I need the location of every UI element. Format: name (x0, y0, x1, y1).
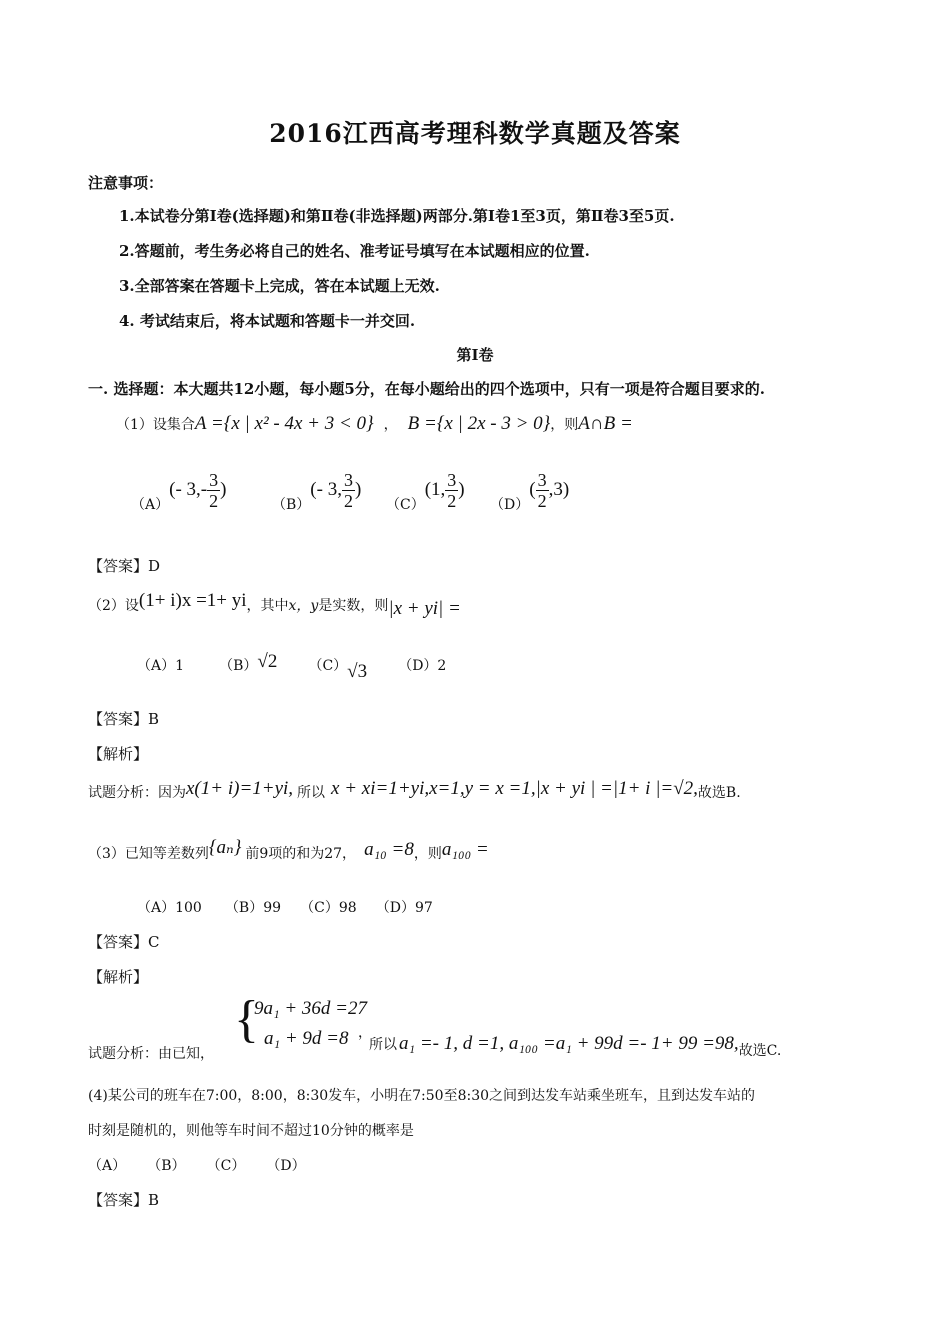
q1-prefix: （1）设集合 (116, 417, 195, 433)
notice-item-4: 4. 考试结束后，将本试题和答题卡一并交回. (119, 312, 416, 330)
section-heading: 一. 选择题：本大题共12小题，每小题5分，在每小题给出的四个选项中，只有一项是符合题目要求的. (88, 380, 765, 398)
notice-item-3: 3.全部答案在答题卡上完成，答在本试题上无效. (119, 277, 440, 295)
q2-options: （A）1 （B）√2 （C）√3 （D）2 (137, 651, 447, 682)
q3-option-b: （B）99 (224, 900, 282, 916)
q3-system-line-1: 9a₁ + 36d =27 (254, 998, 367, 1019)
q3-system-line-2: a₁ + 9d =8 (264, 1028, 349, 1049)
q2-equation: (1+ i)x =1+ yi (138, 590, 247, 611)
q1-option-d: （D）( $\frac{3}{2}$ ,3) (490, 470, 570, 513)
q3-option-d: （D）97 (375, 900, 433, 916)
q4-option-a: （A） (88, 1158, 127, 1174)
q2-analysis-label: 【解析】 (88, 745, 149, 763)
q4-line-1: (4)某公司的班车在7:00，8:00，8:30发车，小明在7:50至8:30之间到达发车站乘坐班车，且到达发车站的 (88, 1088, 756, 1104)
q4-option-b: （B） (147, 1158, 186, 1174)
q1-option-b: （B）(- 3, $\frac{3}{2}$ ) (272, 470, 362, 513)
q4-line-2: 时刻是随机的，则他等车时间不超过10分钟的概率是 (88, 1123, 414, 1139)
q3-analysis-prefix: 试题分析：由已知， (88, 1046, 214, 1062)
q2-option-a: （A）1 (137, 658, 185, 674)
q2-option-c: （C） (308, 658, 348, 674)
q1-answer: 【答案】D (88, 557, 161, 575)
q3-option-c: （C）98 (300, 900, 357, 916)
q3-target: a₁₀₀ = (441, 839, 489, 860)
q1-target: A∩B = (578, 413, 633, 434)
question-2: （2）设(1+ i)x =1+ yi，其中x，y是实数，则|x + yi| = (88, 590, 461, 619)
q3-system-comma: ， (358, 1025, 372, 1041)
question-1 (116, 413, 633, 435)
q3-sequence: {aₙ} (208, 837, 242, 858)
q1-suffix: ，则 (550, 417, 579, 433)
q4-option-d: （D） (266, 1158, 306, 1174)
q3-condition: a₁₀ =8 (364, 839, 414, 860)
q3-answer: 【答案】C (88, 933, 160, 951)
q2-option-d: （D）2 (398, 658, 447, 674)
q1-option-a: （A）(- 3,- $\frac{3}{2}$ ) (131, 470, 227, 513)
q1-option-c: （C）(1, $\frac{3}{2}$ ) (386, 470, 465, 513)
q3-analysis-label: 【解析】 (88, 968, 149, 986)
q4-options (88, 1155, 306, 1175)
q2-option-b: （B） (219, 658, 258, 674)
q2-answer: 【答案】B (88, 710, 160, 728)
question-3: （3）已知等差数列{aₙ} 前9项的和为27， a₁₀ =8，则a₁₀₀ = (88, 837, 489, 862)
q3-option-a: （A）100 (137, 900, 202, 916)
notice-item-2: 2.答题前，考生务必将自己的姓名、准考证号填写在本试题相应的位置. (119, 242, 590, 260)
q1-set-a: A ={x | x² - 4x + 3 < 0} (194, 413, 374, 434)
q3-analysis: 所以 a₁ =- 1, d =1, a₁₀₀ =a₁ + 99d =- 1+ 99 =98,故选C. (369, 1033, 782, 1059)
q4-answer: 【答案】B (88, 1191, 160, 1209)
volume-label: 第Ⅰ卷 (456, 346, 494, 364)
notice-item-1: 1.本试卷分第Ⅰ卷(选择题)和第Ⅱ卷(非选择题)两部分.第Ⅰ卷1至3页，第Ⅱ卷3至5页. (119, 207, 675, 225)
q1-sep: ， (383, 417, 398, 433)
q2-analysis: 试题分析：因为x(1+ i)=1+yi, 所以 x + xi=1+yi,x=1,y = x =1,|x + yi | =|1+ i |=√2,故选B. (88, 778, 741, 801)
q2-target: |x + yi| = (388, 598, 461, 619)
notice-heading: 注意事项： (88, 174, 164, 192)
page-title: 2016江西高考理科数学真题及答案 (269, 119, 681, 148)
q4-option-c: （C） (206, 1158, 246, 1174)
q3-options (137, 897, 433, 917)
q1-set-b: B ={x | 2x - 3 > 0} (407, 413, 551, 434)
system-brace: { (234, 991, 259, 1048)
